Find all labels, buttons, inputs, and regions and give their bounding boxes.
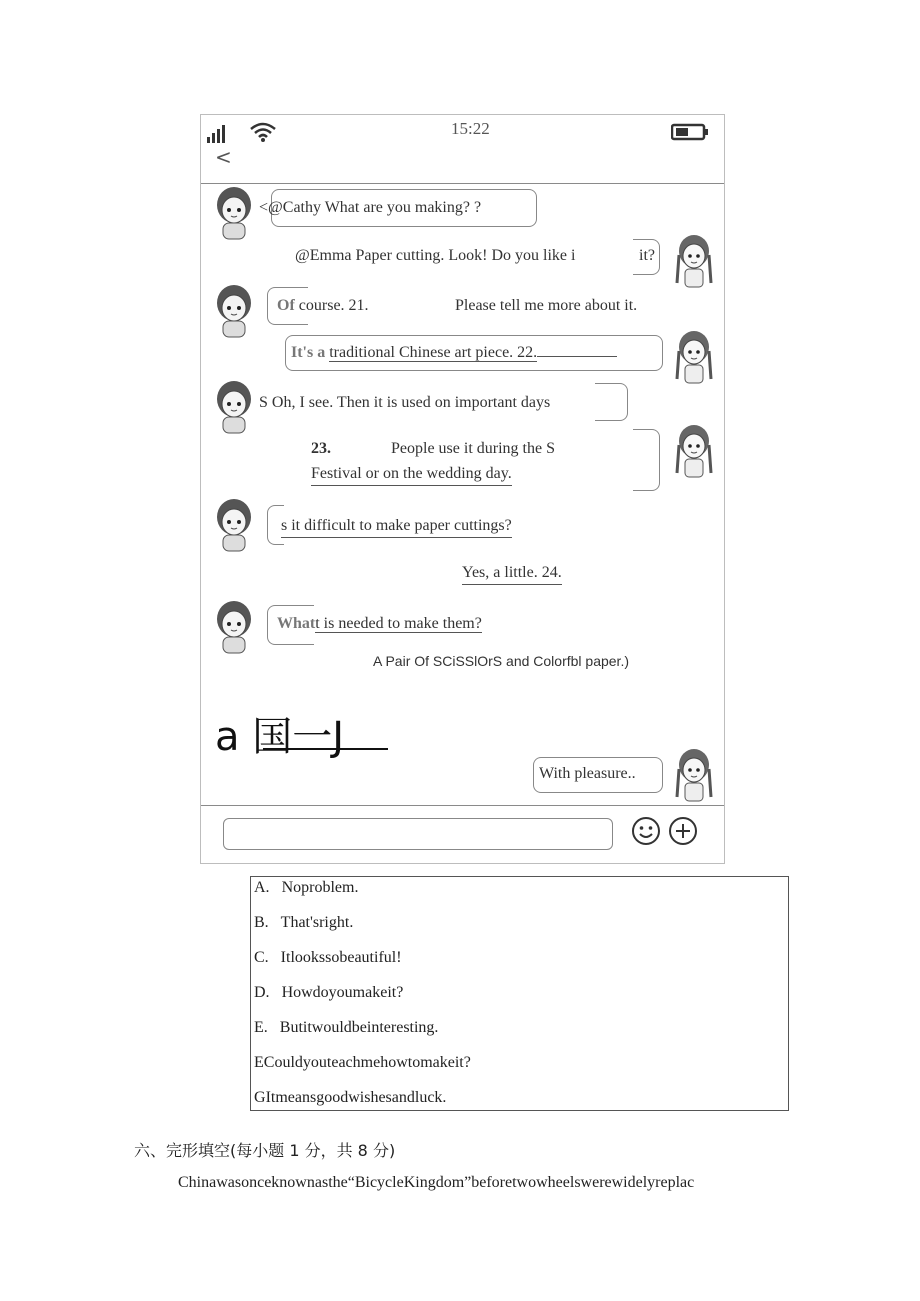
emma-avatar (209, 377, 259, 435)
signal-icon (207, 123, 231, 143)
message-text: @Emma Paper cutting. Look! Do you like i (295, 247, 576, 264)
message-text: Festival or on the wedding day. (311, 463, 512, 486)
option-c: C. Itlookssobeautiful! (254, 949, 402, 966)
option-f: ECouldyouteachmehowtomakeit? (254, 1054, 471, 1071)
garbled-heading: a 国一J (215, 714, 345, 760)
option-d: D. Howdoyoumakeit? (254, 984, 404, 1001)
message-text: s it difficult to make paper cuttings? (281, 515, 512, 538)
options-box (250, 876, 789, 1111)
section-title: 六、完形填空(每小题 1 分，共 8 分) (134, 1141, 396, 1160)
chat-phone-frame (200, 114, 725, 864)
message-text: A Pair Of SCiSSlOrS and Colorfbl paper.) (373, 653, 629, 669)
message-text: Whatt is needed to make them? (277, 615, 482, 632)
wifi-icon (249, 121, 277, 143)
add-icon[interactable] (668, 816, 698, 846)
status-bar (201, 115, 724, 184)
message-input[interactable] (223, 818, 613, 850)
message-text: 23. People use it during the S (311, 440, 555, 457)
emma-avatar (209, 183, 259, 241)
message-text: Yes, a little. 24. (462, 562, 562, 585)
message-text: <@Cathy What are you making? ? (259, 199, 482, 216)
chat-input-bar (201, 805, 724, 864)
emoji-icon[interactable] (631, 816, 661, 846)
battery-icon (671, 123, 709, 141)
cathy-avatar (669, 421, 719, 479)
emma-avatar (209, 495, 259, 553)
message-text: Of course. 21. (277, 297, 369, 314)
message-text: Please tell me more about it. (455, 297, 638, 314)
message-text: It's a traditional Chinese art piece. 22. (291, 342, 617, 364)
option-a: A. Noproblem. (254, 879, 359, 896)
message-text: With pleasure.. (539, 765, 636, 782)
emma-avatar (209, 281, 259, 339)
passage-text: Chinawasonceknownasthe“BicycleKingdom”beforetwowheelswerewidelyreplac (178, 1174, 695, 1191)
heading-underline (263, 748, 388, 750)
status-time: 15:22 (451, 119, 490, 138)
back-button[interactable]: < (215, 145, 232, 169)
message-text: S Oh, I see. Then it is used on important days (259, 394, 551, 411)
option-g: GItmeansgoodwishesandluck. (254, 1089, 447, 1106)
emma-avatar (209, 597, 259, 655)
option-b: B. That'sright. (254, 914, 354, 931)
message-text-tail: it? (639, 247, 655, 264)
cathy-avatar (669, 327, 719, 385)
option-e: E. Butitwouldbeinteresting. (254, 1019, 439, 1036)
cathy-avatar (669, 745, 719, 803)
message-bubble (633, 429, 660, 491)
cathy-avatar (669, 231, 719, 289)
message-bubble (595, 383, 628, 421)
